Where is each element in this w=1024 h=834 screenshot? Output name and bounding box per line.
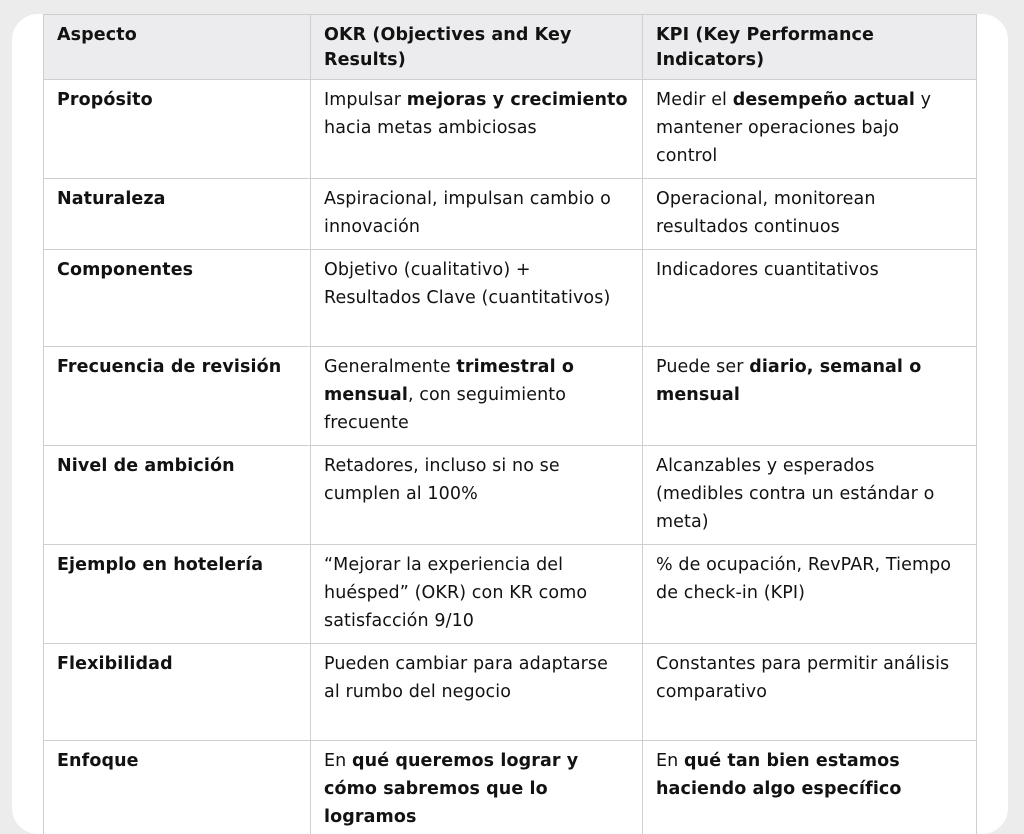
cell-text: Puede ser xyxy=(656,357,749,377)
aspect-cell: Flexibilidad xyxy=(44,644,311,741)
table-row xyxy=(44,545,977,644)
aspect-cell: Componentes xyxy=(44,250,311,347)
cell-text: Medir el xyxy=(656,90,733,110)
table-body xyxy=(44,80,977,834)
cell-text: Constantes para permitir análisis comparativo xyxy=(656,654,949,702)
emphasis-text: qué queremos lograr y cómo sabremos que lo logramos xyxy=(324,751,578,827)
table-row xyxy=(44,644,977,741)
okr-cell xyxy=(311,446,643,545)
cell-text: Generalmente xyxy=(324,357,456,377)
table-row xyxy=(44,80,977,179)
aspect-cell: Frecuencia de revisión xyxy=(44,347,311,446)
kpi-cell xyxy=(643,250,977,347)
header-okr: OKR (Objectives and Key Results) xyxy=(311,15,643,80)
cell-text: “Mejorar la experiencia del huésped” (OKR) con KR como satisfacción 9/10 xyxy=(324,555,587,631)
aspect-cell: Ejemplo en hotelería xyxy=(44,545,311,644)
kpi-cell xyxy=(643,179,977,250)
kpi-cell xyxy=(643,347,977,446)
kpi-cell xyxy=(643,741,977,834)
emphasis-text: diario, semanal o mensual xyxy=(656,357,921,405)
document-card xyxy=(12,14,1008,834)
header-row xyxy=(44,15,977,80)
cell-text: Operacional, monitorean resultados continuos xyxy=(656,189,876,237)
cell-text: Retadores, incluso si no se cumplen al 100% xyxy=(324,456,560,504)
okr-cell xyxy=(311,80,643,179)
kpi-cell xyxy=(643,644,977,741)
aspect-cell: Nivel de ambición xyxy=(44,446,311,545)
cell-text: Objetivo (cualitativo) + Resultados Clave (cuantitativos) xyxy=(324,260,610,308)
table-row xyxy=(44,741,977,834)
cell-text: , con seguimiento frecuente xyxy=(324,385,566,433)
comparison-table xyxy=(43,14,977,834)
emphasis-text: trimestral o mensual xyxy=(324,357,574,405)
okr-cell xyxy=(311,644,643,741)
okr-cell xyxy=(311,347,643,446)
cell-text: hacia metas ambiciosas xyxy=(324,118,537,138)
cell-text: Indicadores cuantitativos xyxy=(656,260,879,280)
kpi-cell xyxy=(643,80,977,179)
cell-text: En xyxy=(656,751,684,771)
okr-cell xyxy=(311,179,643,250)
cell-text: Alcanzables y esperados (medibles contra un estándar o meta) xyxy=(656,456,934,532)
cell-text: Pueden cambiar para adaptarse al rumbo del negocio xyxy=(324,654,608,702)
emphasis-text: qué tan bien estamos haciendo algo específico xyxy=(656,751,902,799)
aspect-cell: Propósito xyxy=(44,80,311,179)
kpi-cell xyxy=(643,545,977,644)
table-row xyxy=(44,446,977,545)
table-row xyxy=(44,179,977,250)
okr-cell xyxy=(311,741,643,834)
header-kpi: KPI (Key Performance Indicators) xyxy=(643,15,977,80)
okr-cell xyxy=(311,545,643,644)
table-row xyxy=(44,250,977,347)
cell-text: % de ocupación, RevPAR, Tiempo de check-in (KPI) xyxy=(656,555,951,603)
aspect-cell: Naturaleza xyxy=(44,179,311,250)
cell-text: Impulsar xyxy=(324,90,407,110)
aspect-cell: Enfoque xyxy=(44,741,311,834)
emphasis-text: desempeño actual xyxy=(733,90,915,110)
table-header xyxy=(44,15,977,80)
emphasis-text: mejoras y crecimiento xyxy=(407,90,628,110)
table-row xyxy=(44,347,977,446)
kpi-cell xyxy=(643,446,977,545)
cell-text: y mantener operaciones bajo control xyxy=(656,90,931,166)
header-aspect: Aspecto xyxy=(44,15,311,80)
cell-text: Aspiracional, impulsan cambio o innovación xyxy=(324,189,611,237)
cell-text: En xyxy=(324,751,352,771)
okr-cell xyxy=(311,250,643,347)
